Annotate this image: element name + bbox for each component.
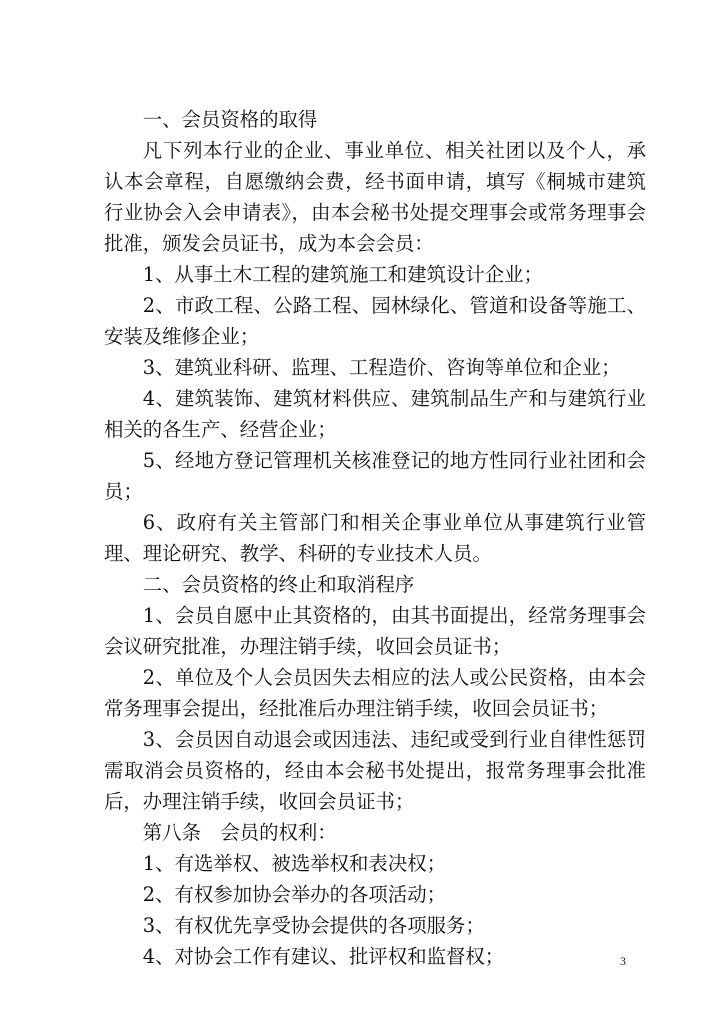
rights-item-3: 3、有权优先享受协会提供的各项服务；: [142, 914, 485, 937]
list-item-1: 1、从事土木工程的建筑施工和建筑设计企业；: [142, 263, 543, 286]
rights-item-2: 2、有权参加协会举办的各项活动；: [142, 883, 446, 906]
page-number: 3: [620, 954, 626, 968]
list-item-2: 2、市政工程、公路工程、园林绿化、管道和设备等施工、安装及维修企业；: [104, 294, 646, 348]
document-body: [104, 104, 646, 972]
list-item-6: 6、政府有关主管部门和相关企事业单位从事建筑行业管理、理论研究、教学、科研的专业技术人员。: [104, 511, 646, 565]
section-heading-membership-acquisition: 一、会员资格的取得: [142, 108, 318, 131]
list-item-3: 3、建筑业科研、监理、工程造价、咨询等单位和企业；: [142, 356, 621, 379]
rights-item-4: 4、对协会工作有建议、批评权和监督权；: [142, 945, 505, 968]
article-heading-member-rights: 第八条 会员的权利：: [142, 821, 337, 844]
termination-item-3: 3、会员因自动退会或因违法、违纪或受到行业自律性惩罚需取消会员资格的，经由本会秘书处提出，报常务理事会批准后，办理注销手续，收回会员证书；: [104, 728, 646, 813]
list-item-5: 5、经地方登记管理机关核准登记的地方性同行业社团和会员；: [104, 449, 646, 503]
list-item-4: 4、建筑装饰、建筑材料供应、建筑制品生产和与建筑行业相关的各生产、经营企业；: [104, 387, 646, 441]
paragraph-membership-conditions: 凡下列本行业的企业、事业单位、相关社团以及个人，承认本会章程，自愿缴纳会费，经书面申请，填写《桐城市建筑行业协会入会申请表》，由本会秘书处提交理事会或常务理事会批准，颁发会员证书，成为本会会员：: [104, 139, 646, 255]
section-heading-membership-termination: 二、会员资格的终止和取消程序: [142, 573, 415, 596]
termination-item-1: 1、会员自愿中止其资格的，由其书面提出，经常务理事会会议研究批准，办理注销手续，收回会员证书；: [104, 604, 646, 658]
termination-item-2: 2、单位及个人会员因失去相应的法人或公民资格，由本会常务理事会提出，经批准后办理注销手续，收回会员证书；: [104, 666, 646, 720]
rights-item-1: 1、有选举权、被选举权和表决权；: [142, 852, 446, 875]
